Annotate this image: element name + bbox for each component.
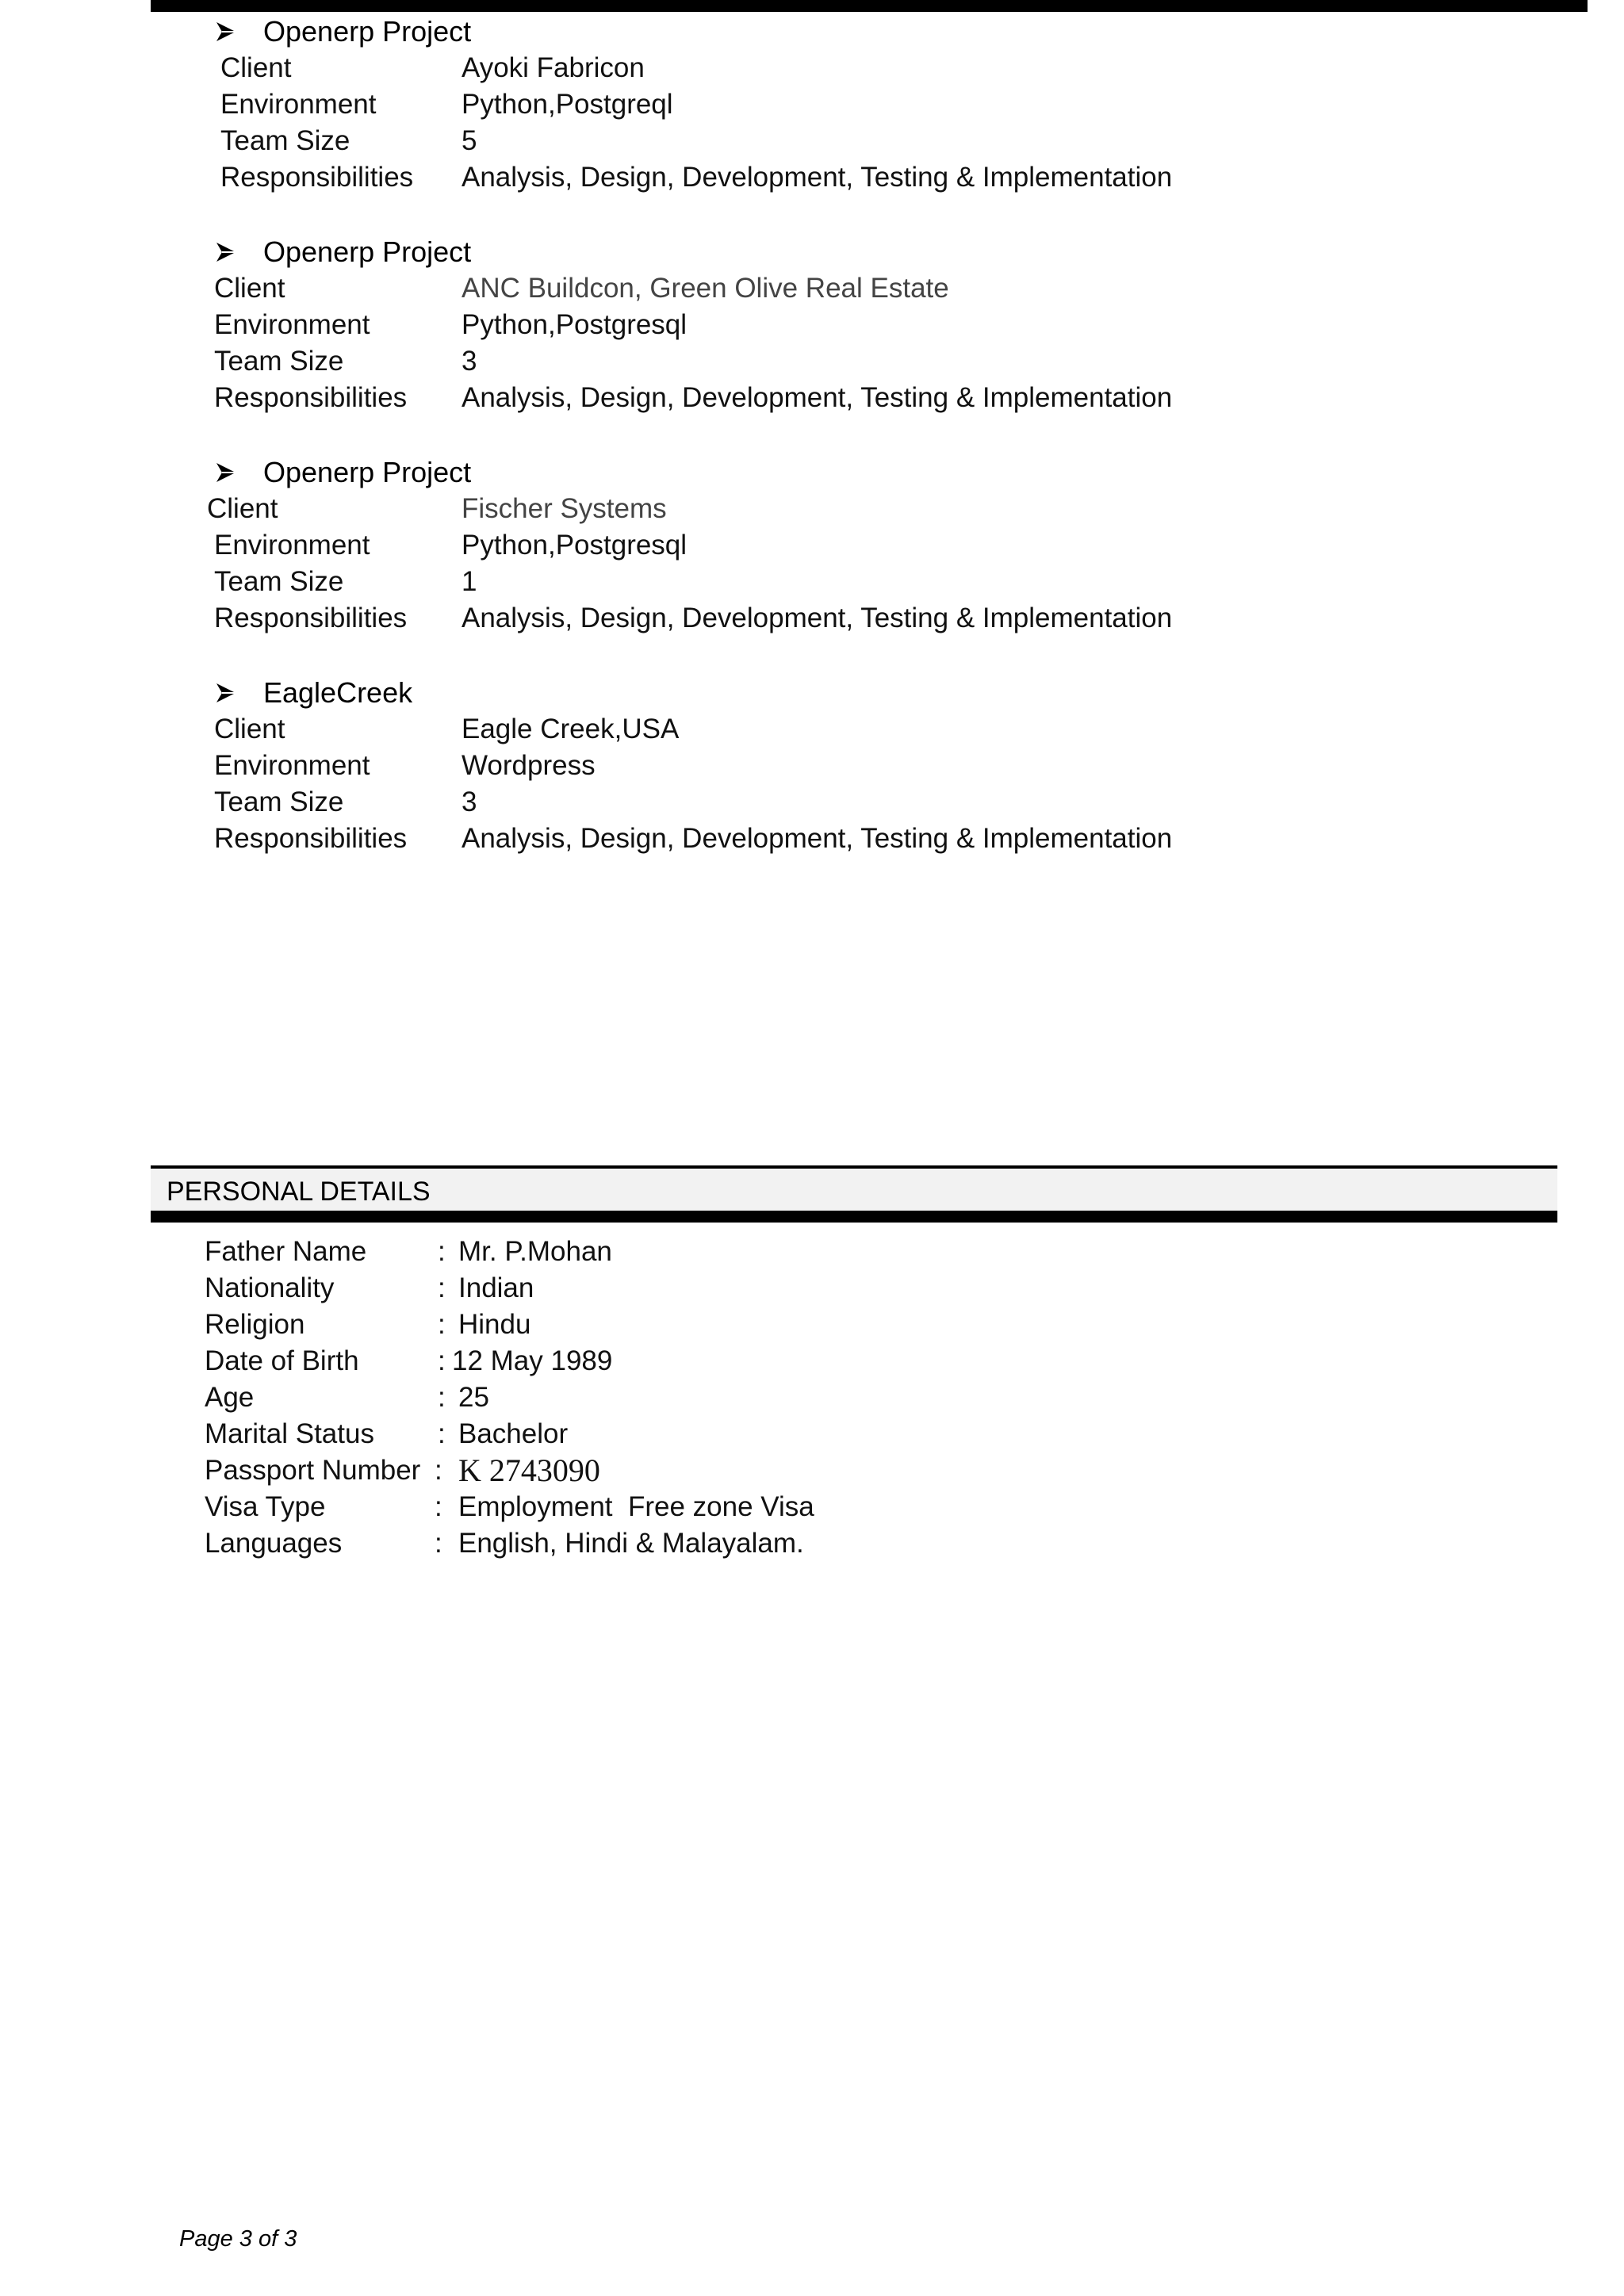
field-value-environment: Python,Postgresql <box>462 530 688 561</box>
personal-value: Hindu <box>458 1309 531 1340</box>
personal-separator: : <box>438 1236 446 1267</box>
personal-label: Religion <box>205 1309 305 1340</box>
arrowhead-bullet-icon <box>216 682 236 704</box>
field-label-environment: Environment <box>214 309 370 340</box>
project-field-row <box>0 600 1427 637</box>
field-value-team-size: 1 <box>462 566 477 597</box>
personal-value: Employment Free zone Visa <box>458 1491 814 1522</box>
personal-label: Marital Status <box>205 1418 374 1449</box>
page-number: Page 3 of 3 <box>179 2226 297 2252</box>
personal-row-passport-number <box>205 1452 1315 1489</box>
project-title-text: Openerp Project <box>263 235 472 268</box>
project-field-row <box>0 307 1427 343</box>
field-label-client: Client <box>220 52 292 83</box>
arrowhead-bullet-icon <box>216 21 236 43</box>
field-label-team-size: Team Size <box>220 125 350 156</box>
personal-row-religion <box>205 1307 1315 1343</box>
project-field-row <box>0 86 1427 123</box>
field-label-responsibilities: Responsibilities <box>220 162 414 193</box>
project-field-row <box>0 343 1427 380</box>
field-value-team-size: 3 <box>462 346 477 377</box>
project-title <box>216 13 471 50</box>
project-title <box>216 234 471 270</box>
personal-separator: : <box>438 1345 446 1376</box>
project-field-row <box>0 748 1427 784</box>
personal-separator: : <box>438 1272 446 1303</box>
personal-value: 25 <box>458 1382 489 1413</box>
field-label-team-size: Team Size <box>214 786 344 817</box>
arrowhead-bullet-icon <box>216 461 236 484</box>
project-field-row <box>0 270 1427 307</box>
field-value-responsibilities: Analysis, Design, Development, Testing & Implementation <box>462 603 1173 633</box>
personal-row-father-name <box>205 1234 1315 1270</box>
field-value-responsibilities: Analysis, Design, Development, Testing & Implementation <box>462 162 1173 193</box>
field-value-client: Eagle Creek,USA <box>462 714 680 744</box>
arrowhead-bullet-icon <box>216 241 236 263</box>
field-label-environment: Environment <box>214 750 370 781</box>
personal-separator: : <box>438 1382 446 1413</box>
project-title <box>216 454 471 491</box>
field-label-environment: Environment <box>220 89 377 120</box>
personal-value: K 2743090 <box>458 1452 600 1488</box>
project-field-row <box>0 159 1427 196</box>
personal-value: Indian <box>458 1272 534 1303</box>
top-border-rule <box>151 0 1588 12</box>
personal-value: Bachelor <box>458 1418 569 1449</box>
project-title <box>216 675 412 711</box>
field-value-client: Ayoki Fabricon <box>462 52 645 83</box>
field-label-client: Client <box>214 273 285 304</box>
project-field-row <box>0 821 1427 857</box>
project-field-row <box>0 564 1427 600</box>
field-value-client: ANC Buildcon, Green Olive Real Estate <box>462 273 949 304</box>
personal-row-nationality <box>205 1270 1315 1307</box>
personal-label: Age <box>205 1382 255 1413</box>
personal-value: Mr. P.Mohan <box>458 1236 612 1267</box>
project-title-text: Openerp Project <box>263 456 472 488</box>
project-field-row <box>0 527 1427 564</box>
field-value-environment: Wordpress <box>462 750 596 781</box>
field-value-client: Fischer Systems <box>462 493 667 524</box>
personal-separator: : <box>435 1528 442 1559</box>
project-field-row <box>0 491 1427 527</box>
project-field-row <box>0 50 1427 86</box>
personal-row-marital-status <box>205 1416 1315 1452</box>
project-field-row <box>0 784 1427 821</box>
personal-value: 12 May 1989 <box>452 1345 613 1376</box>
personal-label: Visa Type <box>205 1491 326 1522</box>
field-label-responsibilities: Responsibilities <box>214 603 408 633</box>
personal-label: Passport Number <box>205 1455 421 1486</box>
project-title-text: Openerp Project <box>263 15 472 48</box>
project-field-row <box>0 711 1427 748</box>
personal-separator: : <box>435 1455 442 1486</box>
field-label-responsibilities: Responsibilities <box>214 823 408 854</box>
field-label-team-size: Team Size <box>214 566 344 597</box>
field-value-team-size: 3 <box>462 786 477 817</box>
personal-row-age <box>205 1380 1315 1416</box>
project-field-row <box>0 123 1427 159</box>
personal-row-date-of-birth <box>205 1343 1315 1380</box>
field-value-environment: Python,Postgresql <box>462 309 688 340</box>
personal-separator: : <box>435 1491 442 1522</box>
field-value-responsibilities: Analysis, Design, Development, Testing & Implementation <box>462 382 1173 413</box>
section-title: PERSONAL DETAILS <box>167 1177 431 1207</box>
project-title-text: EagleCreek <box>263 676 413 709</box>
field-label-environment: Environment <box>214 530 370 561</box>
personal-row-languages <box>205 1525 1315 1562</box>
personal-value: English, Hindi & Malayalam. <box>458 1528 804 1559</box>
field-value-responsibilities: Analysis, Design, Development, Testing & Implementation <box>462 823 1173 854</box>
personal-label: Father Name <box>205 1236 367 1267</box>
personal-label: Nationality <box>205 1272 335 1303</box>
field-label-team-size: Team Size <box>214 346 344 377</box>
field-value-team-size: 5 <box>462 125 477 156</box>
personal-separator: : <box>438 1309 446 1340</box>
field-value-environment: Python,Postgreql <box>462 89 673 120</box>
field-label-responsibilities: Responsibilities <box>214 382 408 413</box>
project-field-row <box>0 380 1427 416</box>
field-label-client: Client <box>214 714 285 744</box>
personal-row-visa-type <box>205 1489 1315 1525</box>
personal-details-header <box>151 1165 1557 1223</box>
personal-label: Languages <box>205 1528 343 1559</box>
field-label-client: Client <box>207 493 278 524</box>
personal-label: Date of Birth <box>205 1345 359 1376</box>
personal-separator: : <box>438 1418 446 1449</box>
